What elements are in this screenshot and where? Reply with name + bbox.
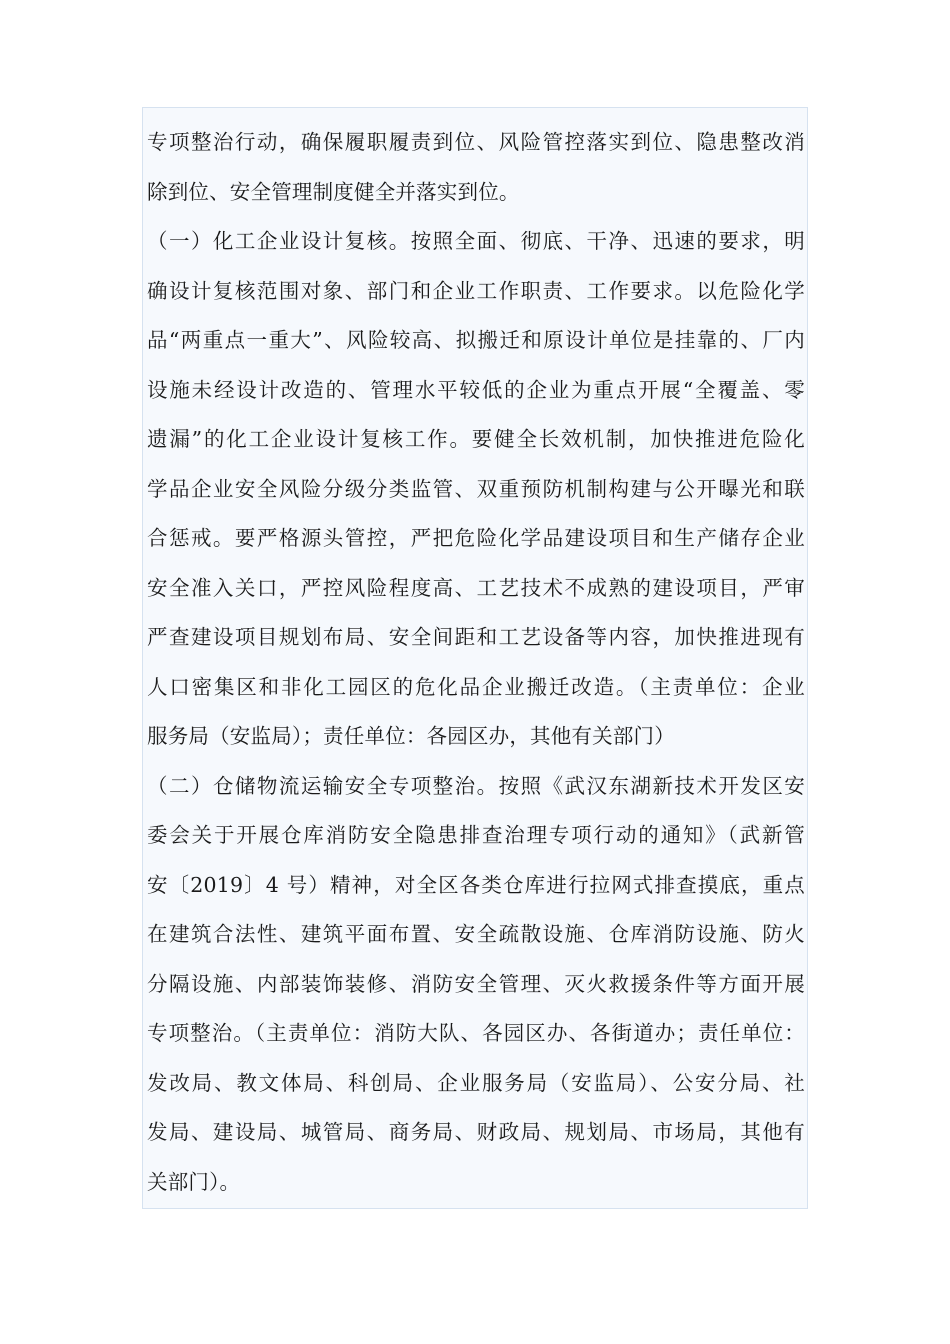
text-line: 遗漏”的化工企业设计复核工作。要健全长效机制，加快推进危险化 xyxy=(147,427,805,451)
text-line: 设施未经设计改造的、管理水平较低的企业为重点开展“全覆盖、零 xyxy=(147,377,805,402)
text-line: 除到位、安全管理制度健全并落实到位。 xyxy=(147,179,520,204)
text-line: 安〔2019〕4 号）精神，对全区各类仓库进行拉网式排查摸底，重点 xyxy=(147,872,805,897)
text-line: 确设计复核范围对象、部门和企业工作职责、工作要求。以危险化学 xyxy=(147,278,805,303)
text-line: 严查建设项目规划布局、安全间距和工艺设备等内容，加快推进现有 xyxy=(147,625,805,649)
text-line: 品“两重点一重大”、风险较高、拟搬迁和原设计单位是挂靠的、厂内 xyxy=(147,328,805,352)
text-line: 关部门）。 xyxy=(147,1169,241,1194)
text-line: 发改局、教文体局、科创局、企业服务局（安监局）、公安分局、社 xyxy=(147,1070,805,1095)
text-line: 委会关于开展仓库消防安全隐患排查治理专项行动的通知》（武新管 xyxy=(147,823,805,847)
document-text-block xyxy=(142,107,808,1209)
section-heading-line: （一）化工企业设计复核。按照全面、彻底、干净、迅速的要求，明 xyxy=(147,229,805,253)
text-line: 专项整治。（主责单位：消防大队、各园区办、各街道办；责任单位： xyxy=(147,1021,805,1045)
section-heading-line: （二）仓储物流运输安全专项整治。按照《武汉东湖新技术开发区安 xyxy=(147,773,805,798)
text-line: 人口密集区和非化工园区的危化品企业搬迁改造。（主责单位：企业 xyxy=(147,674,805,699)
text-line: 合惩戒。要严格源头管控，严把危险化学品建设项目和生产储存企业 xyxy=(147,526,805,550)
text-line: 安全准入关口，严控风险程度高、工艺技术不成熟的建设项目，严审 xyxy=(147,575,805,600)
text-line: 发局、建设局、城管局、商务局、财政局、规划局、市场局，其他有 xyxy=(147,1120,805,1144)
text-line: 在建筑合法性、建筑平面布置、安全疏散设施、仓库消防设施、防火 xyxy=(147,922,805,946)
text-line: 服务局（安监局）；责任单位：各园区办，其他有关部门） xyxy=(147,724,675,748)
text-line: 专项整治行动，确保履职履责到位、风险管控落实到位、隐患整改消 xyxy=(147,130,805,154)
text-line: 分隔设施、内部装饰装修、消防安全管理、灭火救援条件等方面开展 xyxy=(147,971,805,996)
text-line: 学品企业安全风险分级分类监管、双重预防机制构建与公开曝光和联 xyxy=(147,476,805,501)
